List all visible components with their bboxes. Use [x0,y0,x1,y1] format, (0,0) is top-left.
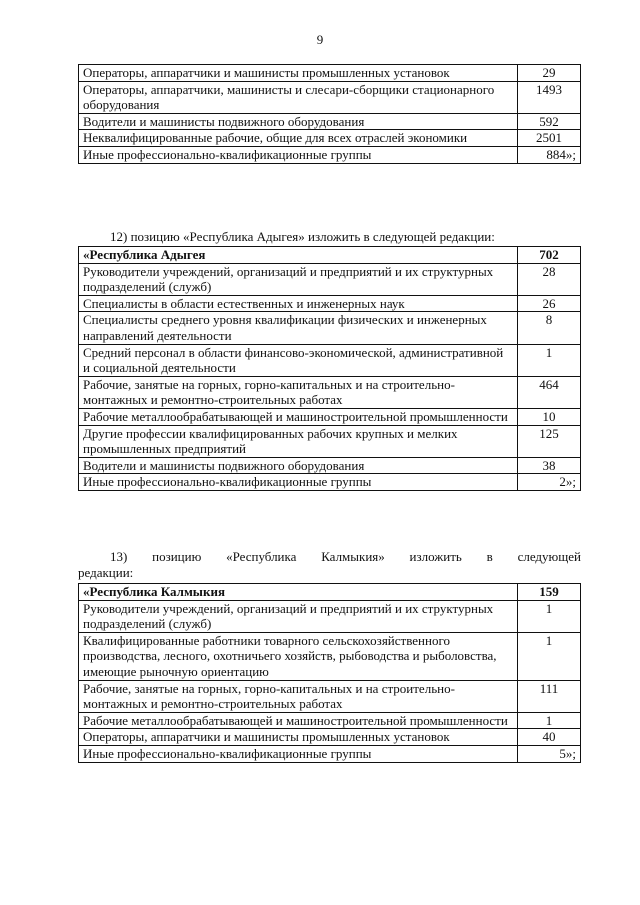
profession-name: Средний персонал в области финансово-экономической, административной и социальной деятельности [79,344,518,376]
profession-value: 40 [518,729,581,746]
region-total: 702 [518,247,581,264]
table-row [79,130,581,147]
profession-name: Операторы, аппаратчики и машинисты промышленных установок [79,65,518,82]
profession-value: 8 [518,312,581,344]
table-row [79,376,581,408]
table-header-row [79,247,581,264]
profession-name: Другие профессии квалифицированных рабочих крупных и мелких промышленных предприятий [79,425,518,457]
profession-value: 464 [518,376,581,408]
region-name: «Республика Калмыкия [79,584,518,601]
table-row [79,263,581,295]
table-row [79,425,581,457]
profession-name: Иные профессионально-квалификационные группы [79,745,518,762]
profession-value: 1493 [518,81,581,113]
table-row [79,632,581,680]
profession-name: Квалифицированные работники товарного сельскохозяйственного производства, лесного, охотничьего хозяйств, рыбоводства и рыболовства, имеющие рыночную ориентацию [79,632,518,680]
profession-name: Руководители учреждений, организаций и предприятий и их структурных подразделений (служб) [79,263,518,295]
profession-name: Операторы, аппаратчики и машинисты промышленных установок [79,729,518,746]
kalmykia-table [78,583,581,763]
profession-value: 1 [518,600,581,632]
table-row [79,344,581,376]
table-row [79,600,581,632]
table-row [79,113,581,130]
paragraph-item-13: 13) позицию «Республика Калмыкия» изложить в следующей [110,549,581,564]
profession-name: Иные профессионально-квалификационные группы [79,146,518,163]
profession-value: 29 [518,65,581,82]
adygea-table [78,246,581,491]
professions-table-continued [78,64,581,164]
profession-name: Рабочие, занятые на горных, горно-капитальных и на строительно-монтажных и ремонтно-строительных работах [79,680,518,712]
table-row [79,81,581,113]
profession-name: Специалисты в области естественных и инженерных наук [79,295,518,312]
profession-value: 1 [518,632,581,680]
profession-name: Иные профессионально-квалификационные группы [79,474,518,491]
table-row [79,312,581,344]
table-row [79,65,581,82]
table-row [79,745,581,762]
profession-name: Неквалифицированные рабочие, общие для всех отраслей экономики [79,130,518,147]
table-row [79,729,581,746]
profession-value: 10 [518,408,581,425]
profession-value: 5»; [518,745,581,762]
paragraph-item-13-continued: редакции: [78,565,134,580]
paragraph-item-12: 12) позицию «Республика Адыгея» изложить в следующей редакции: [110,229,495,244]
profession-value: 2»; [518,474,581,491]
profession-name: Руководители учреждений, организаций и предприятий и их структурных подразделений (служб) [79,600,518,632]
profession-name: Водители и машинисты подвижного оборудования [79,457,518,474]
table-row [79,474,581,491]
profession-value: 125 [518,425,581,457]
profession-value: 592 [518,113,581,130]
profession-name: Рабочие, занятые на горных, горно-капитальных и на строительно-монтажных и ремонтно-строительных работах [79,376,518,408]
region-total: 159 [518,584,581,601]
profession-value: 884»; [518,146,581,163]
profession-value: 1 [518,712,581,729]
table-row [79,295,581,312]
profession-value: 26 [518,295,581,312]
table-header-row [79,584,581,601]
profession-value: 111 [518,680,581,712]
table-row [79,146,581,163]
table-row [79,712,581,729]
page-number: 9 [316,32,324,47]
profession-value: 28 [518,263,581,295]
profession-value: 1 [518,344,581,376]
table-row [79,408,581,425]
profession-name: Специалисты среднего уровня квалификации физических и инженерных направлений деятельности [79,312,518,344]
table-row [79,680,581,712]
table-row [79,457,581,474]
profession-name: Рабочие металлообрабатывающей и машиностроительной промышленности [79,408,518,425]
profession-value: 38 [518,457,581,474]
region-name: «Республика Адыгея [79,247,518,264]
profession-value: 2501 [518,130,581,147]
profession-name: Операторы, аппаратчики, машинисты и слесари-сборщики стационарного оборудования [79,81,518,113]
profession-name: Водители и машинисты подвижного оборудования [79,113,518,130]
profession-name: Рабочие металлообрабатывающей и машиностроительной промышленности [79,712,518,729]
